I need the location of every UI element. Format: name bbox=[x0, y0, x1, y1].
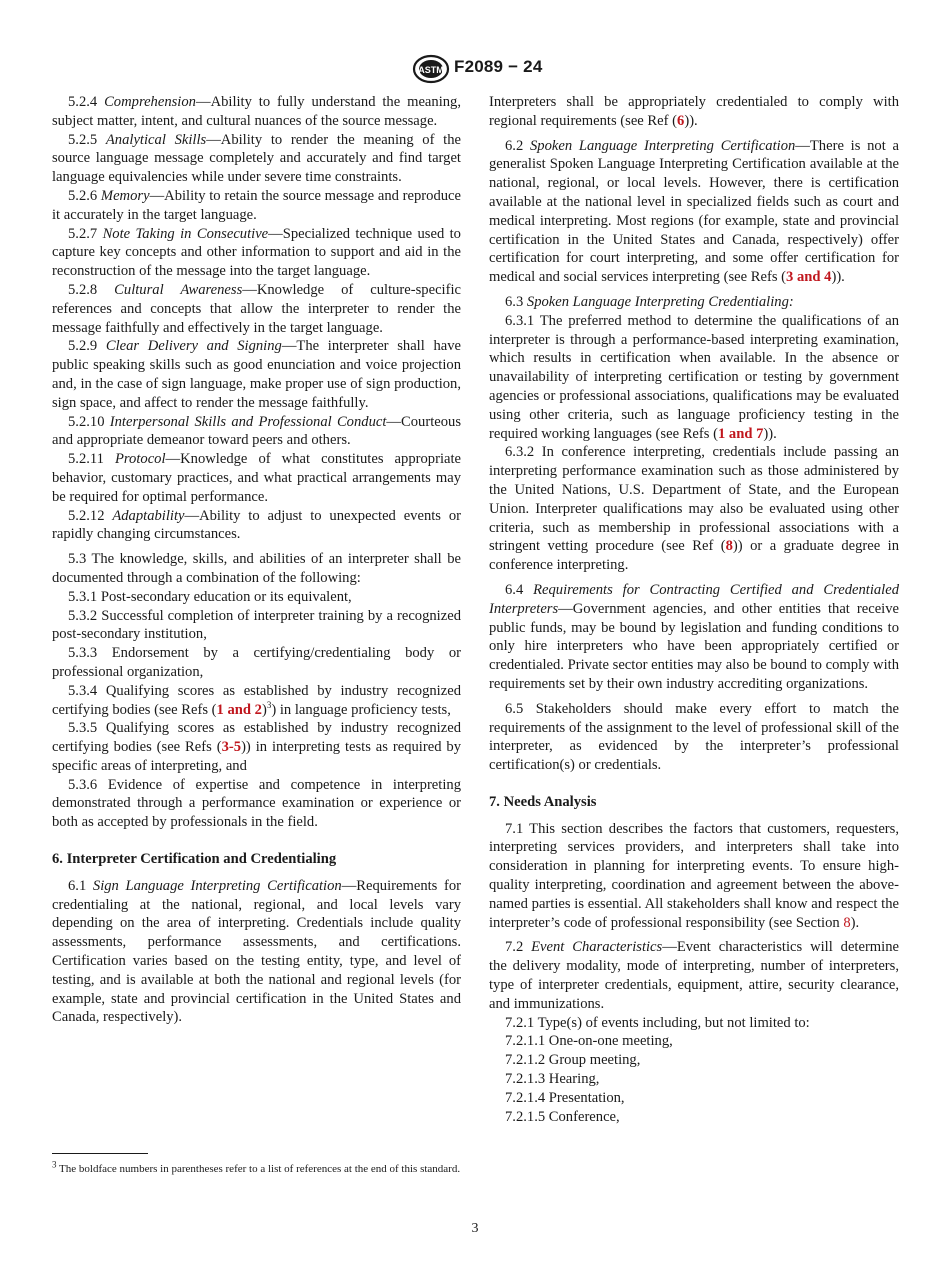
clause-6-1-continued: Interpreters shall be appropriately credentialed to comply with regional requirements (see Ref (6)). bbox=[489, 94, 899, 129]
footnote-marker: 3 bbox=[266, 699, 272, 710]
reference-link[interactable]: 8 bbox=[725, 538, 733, 555]
reference-link[interactable]: 3-5 bbox=[221, 739, 242, 756]
clause-7-2-1: 7.2.1 Type(s) of events including, but not limited to: bbox=[505, 1014, 810, 1031]
clause-6-5: 6.5 Stakeholders should make every effort to match the requirements of the assignment to the level of professional skill of the interpreter, as evidenced by the interpreter’s professional certification(s) or credentials. bbox=[489, 700, 899, 774]
clause-5-2-6: 5.2.6 Memory—Ability to retain the source message and reproduce it accurately in the target language. bbox=[52, 187, 461, 223]
left-column bbox=[52, 93, 461, 1027]
clause-5-2-9: 5.2.9 Clear Delivery and Signing—The interpreter shall have public speaking skills such as good enunciation and voice projection and, in the case of sign language, make proper use of sign production, sign space, and affect to render the message faithfully. bbox=[52, 338, 461, 411]
clause-7-2: 7.2 Event Characteristics—Event characteristics will determine the delivery modality, mode of interpreting, number of interpreters, type of interpreter credentials, equipment, attire, security clearance, and immunizations. bbox=[489, 939, 899, 1012]
clause-5-3-2: 5.3.2 Successful completion of interpreter training by a recognized post-secondary institution, bbox=[52, 607, 461, 643]
list-item: 7.2.1.3 Hearing, bbox=[505, 1071, 600, 1088]
section-heading-6: 6. Interpreter Certification and Credentialing bbox=[52, 851, 337, 868]
astm-logo-icon bbox=[411, 54, 451, 84]
reference-link[interactable]: 1 and 7 bbox=[717, 425, 764, 442]
clause-6-3-2: 6.3.2 In conference interpreting, credentials include passing an interpreting performance examination such as those administered by the United Nations, U.S. Department of State, and the European Union. Interpreter qualifications may also be evaluated using other criteria, such as membership in professional associations with a stringent vetting procedure (see Ref (8)) or a graduate degree in conference interpreting. bbox=[489, 444, 900, 574]
clause-5-2-12: 5.2.12 Adaptability—Ability to adjust to unexpected events or rapidly changing circumstances. bbox=[52, 507, 461, 543]
clause-5-2-7: 5.2.7 Note Taking in Consecutive—Specialized technique used to capture key concepts and other information to support and aid in the reconstruction of the message into the target language. bbox=[52, 225, 461, 280]
clause-7-1: 7.1 This section describes the factors that customers, requesters, interpreting services providers, and interpreters shall take into consideration in planning for interpreting events. To ensure high-quality interpreting, coordination and agreement between the above-named parties is essential. All stakeholders shall know and respect the interpreter’s code of professional responsibility (see Section 8). bbox=[489, 820, 899, 931]
section-link[interactable]: 8 bbox=[843, 914, 851, 931]
list-item: 7.2.1.5 Conference, bbox=[505, 1108, 620, 1125]
footnote: $^3$ The boldface numbers in parentheses refer to a list of references at the end of this standard. bbox=[52, 1159, 461, 1175]
footnote-divider bbox=[52, 1153, 148, 1154]
page-header bbox=[0, 54, 950, 86]
clause-6-3-1: 6.3.1 The preferred method to determine the qualifications of an interpreter is through a performance-based interpreting examination, which results in certification when available. In the absence or unavailability of interpreting certification or testing by government agencies or professional associations, qualifications may be evaluated using other criteria, such as language proficiency testing in the required working languages (see Refs (1 and 7)). bbox=[489, 312, 899, 442]
section-heading-7: 7. Needs Analysis bbox=[489, 793, 597, 810]
clause-6-4: 6.4 Requirements for Contracting Certified and Credentialed Interpreters—Government agencies, and other entities that receive public funds, may be bound by legislation and funding conditions to only hire interpreters who have been appropriately certified or credentialed. Private sector entities may also be bound to comply with requirements set by their own industry accrediting organizations. bbox=[489, 581, 900, 692]
reference-link[interactable]: 6 bbox=[677, 112, 685, 129]
clause-5-2-8: 5.2.8 Cultural Awareness—Knowledge of culture-specific references and concepts that allow the interpreter to render the message faithfully and effectively in the target language. bbox=[52, 281, 461, 336]
reference-link[interactable]: 3 and 4 bbox=[786, 269, 832, 286]
right-column bbox=[489, 93, 899, 1126]
clause-6-3: 6.3 Spoken Language Interpreting Credentialing: bbox=[505, 293, 794, 310]
clause-5-2-5: 5.2.5 Analytical Skills—Ability to render the meaning of the source language message completely and accurately and find target language equivalencies while under severe time constraints. bbox=[52, 131, 461, 186]
list-item: 7.2.1.4 Presentation, bbox=[505, 1089, 625, 1106]
clause-5-3-6: 5.3.6 Evidence of expertise and competence in interpreting demonstrated through a performance examination or experience or both as accepted by professionals in the field. bbox=[52, 776, 461, 831]
clause-6-2: 6.2 Spoken Language Interpreting Certification—There is not a generalist Spoken Language Interpreting Certification available at the national, regional, or local levels. However, there is certification available at the national level in specialized fields such as court and medical interpreting. Most regions (for example, state and provincial certification in the United States and Canada, respectively) offer certification for court interpreting, and some offer certification for medical and social services interpreting (see Refs (3 and 4)). bbox=[489, 137, 899, 286]
clause-5-3: 5.3 The knowledge, skills, and abilities of an interpreter shall be documented through a combination of the following: bbox=[52, 551, 461, 586]
list-item: 7.2.1.1 One-on-one meeting, bbox=[505, 1033, 673, 1050]
reference-link[interactable]: 1 and 2 bbox=[216, 701, 262, 718]
clause-5-3-3: 5.3.3 Endorsement by a certifying/credentialing body or professional organization, bbox=[52, 645, 461, 680]
clause-5-2-4: 5.2.4 Comprehension—Ability to fully understand the meaning, subject matter, intent, and cultural nuances of the source message. bbox=[52, 94, 461, 129]
clause-5-3-5: 5.3.5 Qualifying scores as established by industry recognized certifying bodies (see Refs (3-5)) in interpreting tests as required by specific areas of interpreting, and bbox=[52, 720, 462, 774]
standard-designation: F2089 − 24 bbox=[454, 57, 543, 76]
clause-6-1: 6.1 Sign Language Interpreting Certification—Requirements for credentialing at the national, regional, and local levels vary depending on the area of interpreting. Credentials include quality assessments, performance assessments, and certifications. Certification varies based on the testing entity, type, and level of testing, and is available at both the national and regional levels (for example, state and provincial certification in the United States and Canada, respectively). bbox=[52, 877, 462, 1026]
clause-5-2-11: 5.2.11 Protocol—Knowledge of what constitutes appropriate behavior, customary practices, and what practical arrangements may be required for optimal performance. bbox=[52, 451, 462, 505]
svg-text:ASTM: ASTM bbox=[418, 65, 444, 75]
clause-5-3-4: 5.3.4 Qualifying scores as established by industry recognized certifying bodies (see Refs (1 and 2)$^3$) in language proficiency tests, bbox=[52, 682, 461, 718]
clause-5-2-10: 5.2.10 Interpersonal Skills and Professional Conduct—Courteous and appropriate demeanor toward peers and others. bbox=[52, 413, 461, 449]
list-item: 7.2.1.2 Group meeting, bbox=[505, 1052, 641, 1069]
page-number: 3 bbox=[471, 1221, 479, 1236]
clause-5-3-1: 5.3.1 Post-secondary education or its equivalent, bbox=[68, 588, 352, 605]
